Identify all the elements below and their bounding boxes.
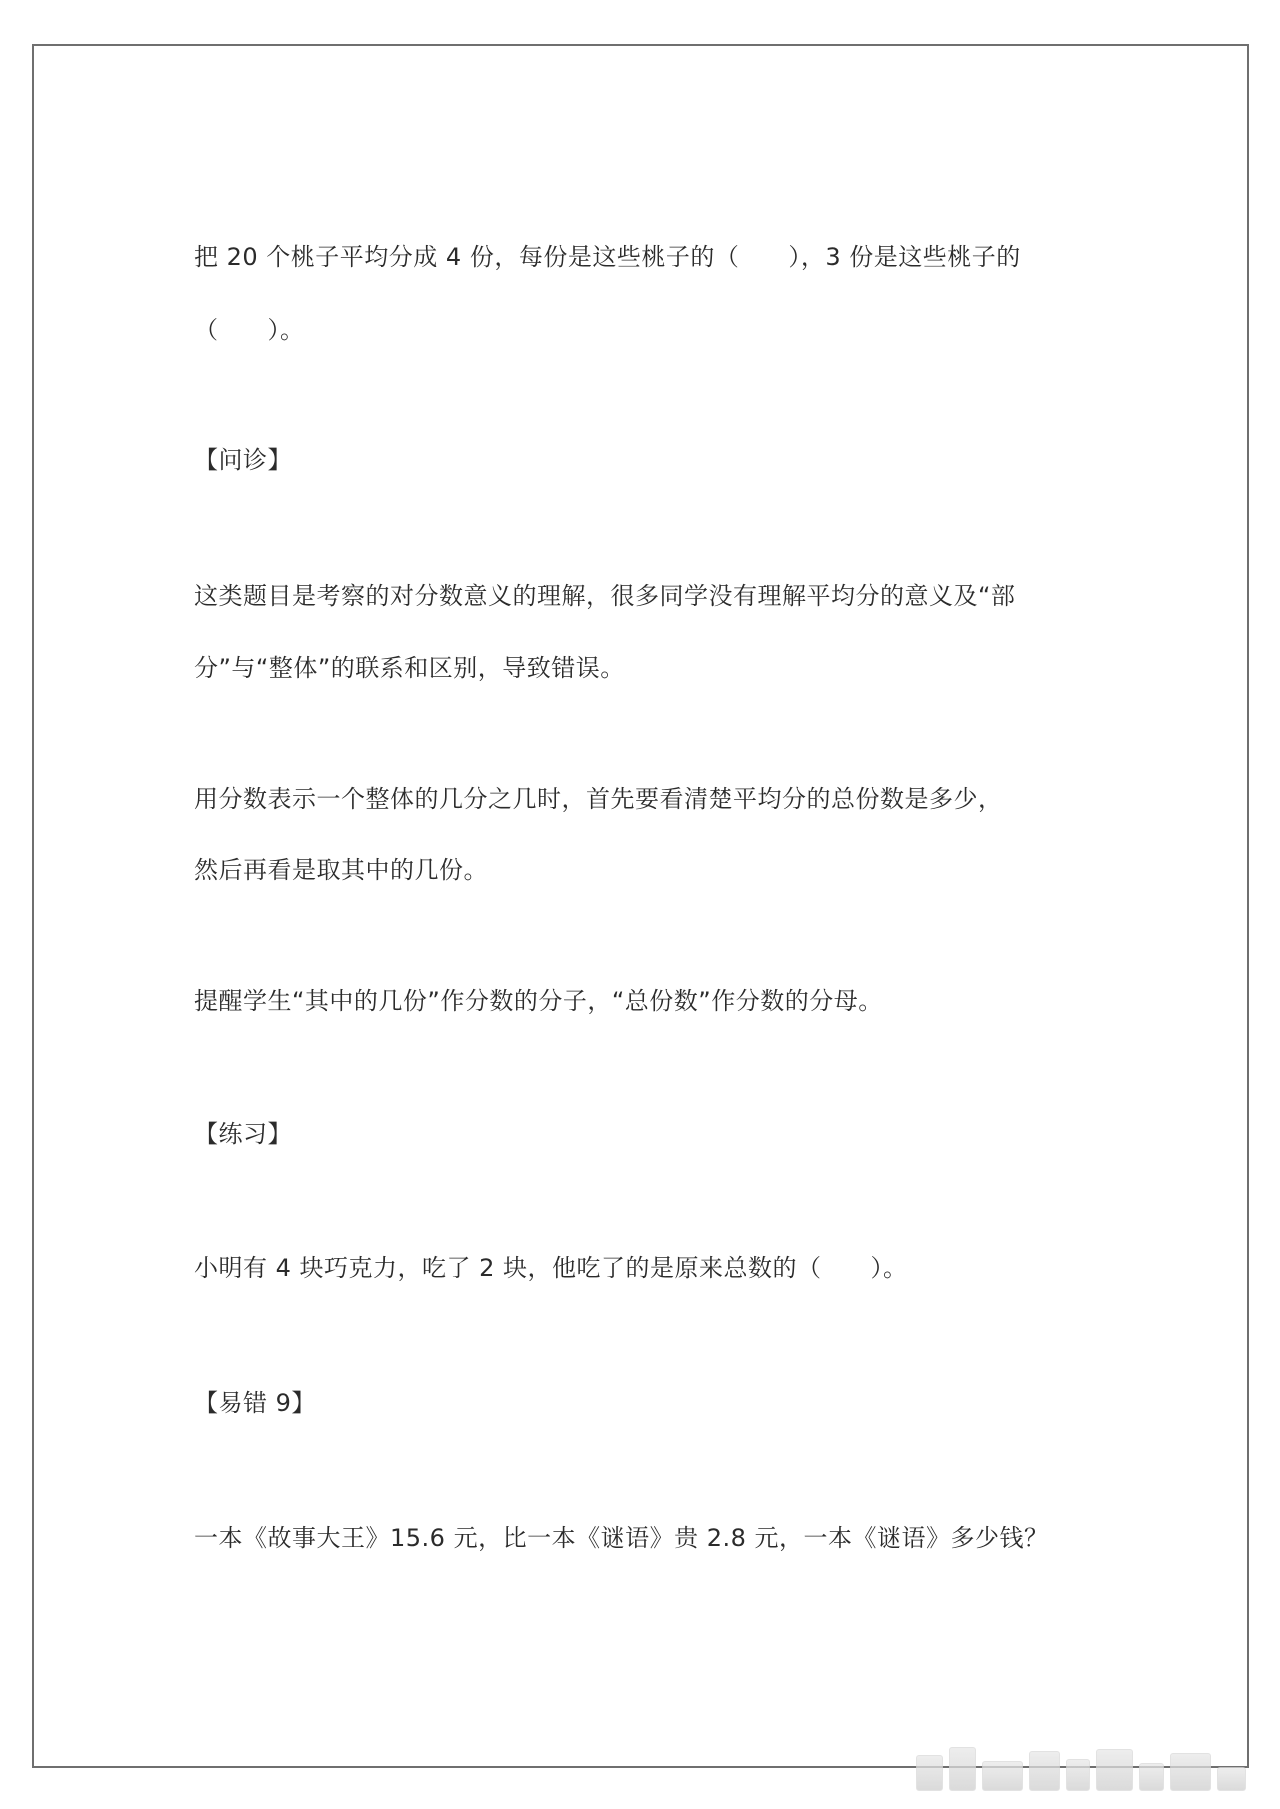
diagnosis-paragraph-1-line-2: 分”与“整体”的联系和区别，导致错误。 [194,654,625,682]
practice-question: 小明有 4 块巧克力，吃了 2 块，他吃了的是原来总数的（ ）。 [194,1254,908,1282]
diagnosis-heading: 【问诊】 [194,446,292,474]
question-line-2: （ ）。 [194,316,305,344]
diagnosis-paragraph-2-line-1: 用分数表示一个整体的几分之几时，首先要看清楚平均分的总份数是多少， [194,785,1003,813]
watermark-logo [916,1745,1246,1791]
practice-heading: 【练习】 [194,1120,292,1148]
diagnosis-paragraph-2-line-2: 然后再看是取其中的几份。 [194,856,488,884]
question-line-1: 把 20 个桃子平均分成 4 份，每份是这些桃子的（ ），3 份是这些桃子的 [194,243,1021,271]
page-border [32,44,1249,1768]
mistake-9-heading: 【易错 9】 [194,1389,316,1417]
mistake-9-question: 一本《故事大王》15.6 元，比一本《谜语》贵 2.8 元，一本《谜语》多少钱？ [194,1524,1049,1552]
diagnosis-paragraph-1-line-1: 这类题目是考察的对分数意义的理解，很多同学没有理解平均分的意义及“部 [194,582,1016,610]
diagnosis-paragraph-3: 提醒学生“其中的几份”作分数的分子，“总份数”作分数的分母。 [194,987,883,1015]
